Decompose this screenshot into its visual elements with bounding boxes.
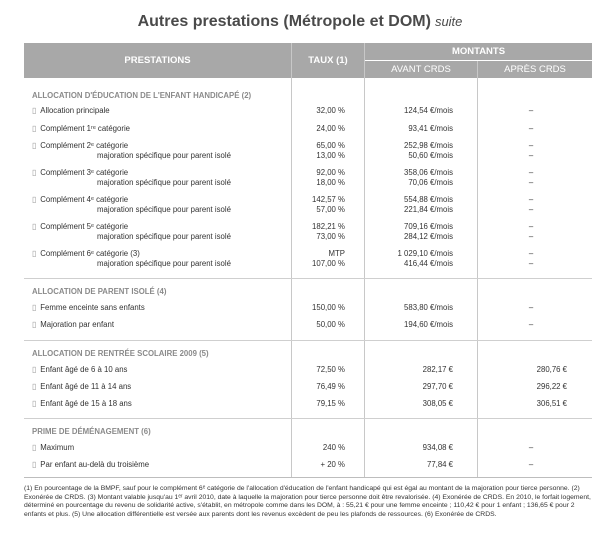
- bullet-icon: ▯: [32, 382, 37, 391]
- row-avant: 1 029,10 €/mois: [397, 249, 453, 258]
- row-taux: 50,00 %: [316, 320, 345, 329]
- row-apres: –: [528, 178, 534, 187]
- row-apres: –: [528, 303, 534, 312]
- row-apres: –: [528, 141, 534, 150]
- row-taux: 24,00 %: [316, 124, 345, 133]
- row-taux: 18,00 %: [316, 178, 345, 187]
- row-apres: 280,76 €: [536, 365, 567, 374]
- row-avant: 50,60 €/mois: [408, 151, 453, 160]
- row-apres: –: [528, 249, 534, 258]
- row-label: Maximum: [40, 443, 75, 452]
- header-taux: TAUX (1): [292, 43, 364, 78]
- row-apres: –: [528, 232, 534, 241]
- row-apres: –: [528, 124, 534, 133]
- bullet-icon: ▯: [32, 106, 37, 115]
- row-apres: –: [528, 106, 534, 115]
- header-avant-crds: AVANT CRDS: [365, 61, 477, 78]
- row-apres: –: [528, 460, 534, 469]
- row-taux: 57,00 %: [316, 205, 345, 214]
- row-avant: 93,41 €/mois: [408, 124, 453, 133]
- row-taux: 72,50 %: [316, 365, 345, 374]
- bullet-icon: ▯: [32, 195, 37, 204]
- bullet-icon: ▯: [32, 320, 37, 329]
- bullet-icon: ▯: [32, 141, 37, 150]
- section-divider: [24, 340, 592, 341]
- row-label: Par enfant au-delà du troisième: [40, 460, 150, 469]
- row-label: majoration spécifique pour parent isolé: [97, 151, 231, 160]
- section-divider: [24, 278, 592, 279]
- row-label: Complément 2ᵉ catégorie: [40, 141, 129, 150]
- row-avant: 70,06 €/mois: [408, 178, 453, 187]
- row-taux: 107,00 %: [312, 259, 345, 268]
- page-title: [0, 13, 600, 31]
- section-title-aeeh: ALLOCATION D'ÉDUCATION DE L'ENFANT HANDICAPÉ (2): [32, 91, 252, 100]
- row-taux: 65,00 %: [316, 141, 345, 150]
- row-taux: 13,00 %: [316, 151, 345, 160]
- page-title-suffix: suite: [434, 14, 463, 29]
- row-taux: 73,00 %: [316, 232, 345, 241]
- column-divider: [291, 43, 292, 477]
- row-taux: MTP: [328, 249, 345, 258]
- row-label: Allocation principale: [40, 106, 110, 115]
- footnotes: [24, 485, 592, 519]
- column-divider: [364, 43, 365, 477]
- table-bottom-rule: [24, 477, 592, 478]
- row-avant: 297,70 €: [422, 382, 453, 391]
- row-avant: 252,98 €/mois: [404, 141, 453, 150]
- row-avant: 934,08 €: [422, 443, 453, 452]
- row-label: Complément 5ᵉ catégorie: [40, 222, 129, 231]
- row-apres: 306,51 €: [536, 399, 567, 408]
- row-taux: 76,49 %: [316, 382, 345, 391]
- row-label: Majoration par enfant: [40, 320, 114, 329]
- row-taux: 240 %: [322, 443, 345, 452]
- row-avant: 282,17 €: [422, 365, 453, 374]
- row-avant: 284,12 €/mois: [404, 232, 453, 241]
- bullet-icon: ▯: [32, 222, 37, 231]
- row-taux: 182,21 %: [312, 222, 345, 231]
- row-apres: 296,22 €: [536, 382, 567, 391]
- row-apres: –: [528, 320, 534, 329]
- section-title-api: ALLOCATION DE PARENT ISOLÉ (4): [32, 287, 167, 296]
- row-apres: –: [528, 151, 534, 160]
- bullet-icon: ▯: [32, 124, 37, 133]
- footnotes-text: (1) En pourcentage de la BMPF, sauf pour le complément 6ᵉ catégorie de l'allocation d'éducation de l'enfant handicapé qui est égal au montant de la majoration pour tierce personne. (2) Exonérée de CRDS. (3) Montant valable jusqu'au 1ᵉʳ avril 2010, date à laquelle la majoration pour tierce personne doit être revalorisée. (4) Exonérée de CRDS. En 2010, le forfait logement, déterminé en pourcentage du revenu de solidarité active, s'établit, en métropole comme dans les DOM, à : 55,21 € pour une femme enceinte ; 110,42 € pour 1 enfant ; 136,65 € pour 2 enfants et plus. (5) Une allocation différentielle est versée aux parents dont les revenus excèdent de peu les plafonds de ressources. (6) Exonérée de CRDS.: [24, 485, 591, 518]
- page-title-text: Autres prestations (Métropole et DOM): [137, 13, 431, 30]
- row-label: majoration spécifique pour parent isolé: [97, 259, 231, 268]
- row-avant: 554,88 €/mois: [404, 195, 453, 204]
- row-label: Complément 4ᵉ catégorie: [40, 195, 129, 204]
- row-apres: –: [528, 205, 534, 214]
- header-prestations: PRESTATIONS: [24, 43, 291, 78]
- row-label: majoration spécifique pour parent isolé: [97, 232, 231, 241]
- row-taux: 92,00 %: [316, 168, 345, 177]
- row-avant: 583,80 €/mois: [404, 303, 453, 312]
- row-apres: –: [528, 443, 534, 452]
- bullet-icon: ▯: [32, 303, 37, 312]
- row-apres: –: [528, 168, 534, 177]
- row-taux: 150,00 %: [312, 303, 345, 312]
- row-avant: 308,05 €: [422, 399, 453, 408]
- row-label: Complément 6ᵉ catégorie (3): [40, 249, 140, 258]
- bullet-icon: ▯: [32, 399, 37, 408]
- row-avant: 416,44 €/mois: [404, 259, 453, 268]
- row-taux: 79,15 %: [316, 399, 345, 408]
- row-label: majoration spécifique pour parent isolé: [97, 205, 231, 214]
- bullet-icon: ▯: [32, 460, 37, 469]
- header-apres-crds: APRÈS CRDS: [478, 61, 592, 78]
- column-divider: [477, 61, 478, 477]
- row-apres: –: [528, 259, 534, 268]
- row-label: Enfant âgé de 11 à 14 ans: [40, 382, 132, 391]
- bullet-icon: ▯: [32, 365, 37, 374]
- row-label: Complément 1ʳᵉ catégorie: [40, 124, 131, 133]
- bullet-icon: ▯: [32, 443, 37, 452]
- section-title-ars: ALLOCATION DE RENTRÉE SCOLAIRE 2009 (5): [32, 349, 209, 358]
- row-avant: 221,84 €/mois: [404, 205, 453, 214]
- row-apres: –: [528, 222, 534, 231]
- section-divider: [24, 418, 592, 419]
- header-montants: MONTANTS: [365, 43, 592, 60]
- row-avant: 194,60 €/mois: [404, 320, 453, 329]
- row-avant: 358,06 €/mois: [404, 168, 453, 177]
- row-taux: 32,00 %: [316, 106, 345, 115]
- row-apres: –: [528, 195, 534, 204]
- row-label: Enfant âgé de 6 à 10 ans: [40, 365, 128, 374]
- row-label: majoration spécifique pour parent isolé: [97, 178, 231, 187]
- row-avant: 124,54 €/mois: [404, 106, 453, 115]
- row-label: Enfant âgé de 15 à 18 ans: [40, 399, 132, 408]
- row-label: Complément 3ᵉ catégorie: [40, 168, 129, 177]
- row-label: Femme enceinte sans enfants: [40, 303, 145, 312]
- bullet-icon: ▯: [32, 249, 37, 258]
- row-taux: + 20 %: [320, 460, 345, 469]
- row-taux: 142,57 %: [312, 195, 345, 204]
- row-avant: 709,16 €/mois: [404, 222, 453, 231]
- bullet-icon: ▯: [32, 168, 37, 177]
- section-title-demenagement: PRIME DE DÉMÉNAGEMENT (6): [32, 427, 151, 436]
- row-avant: 77,84 €: [426, 460, 453, 469]
